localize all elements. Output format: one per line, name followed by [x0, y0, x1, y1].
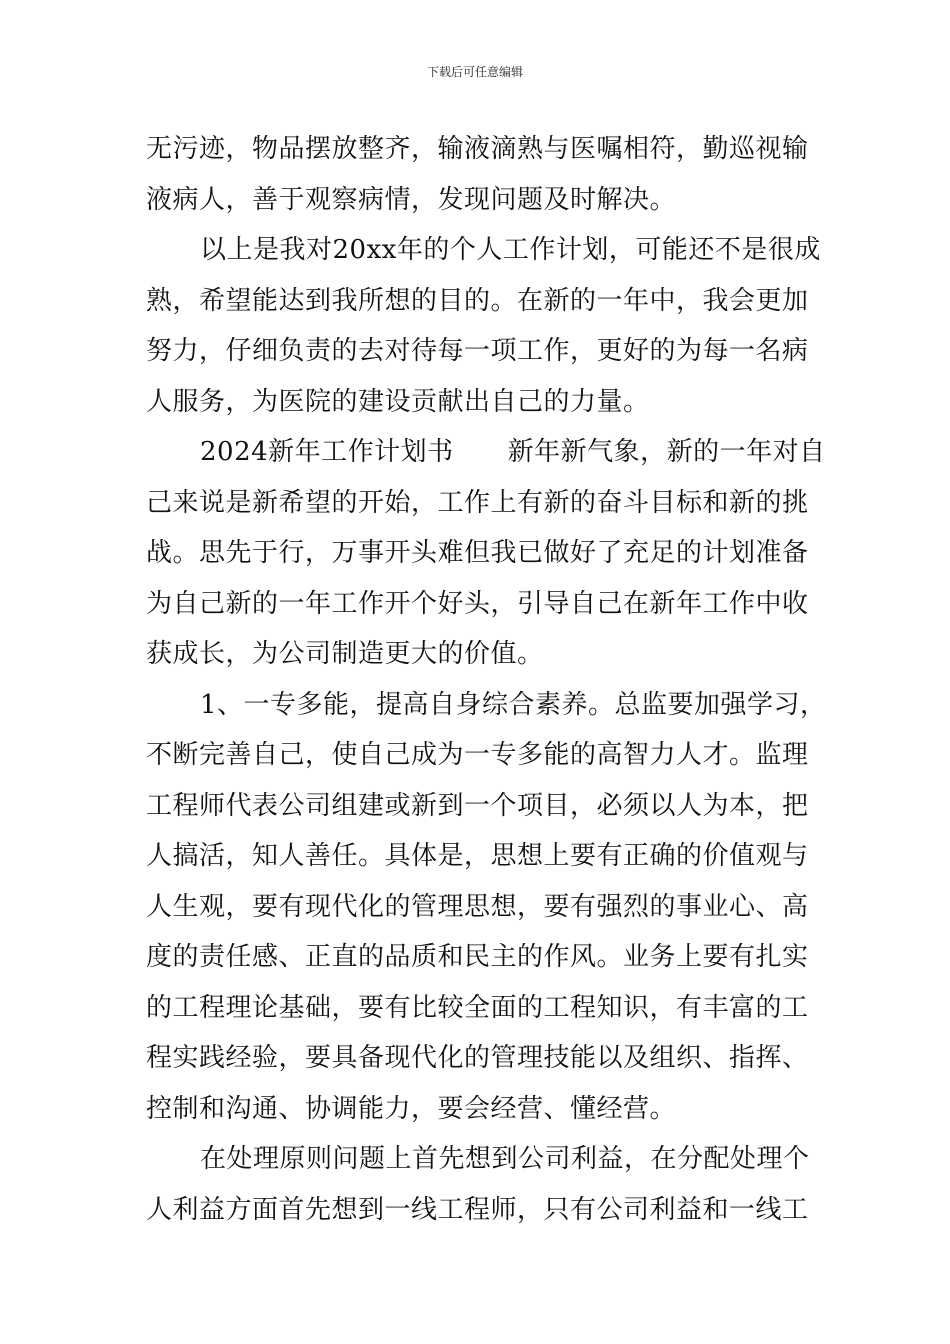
text-line: 工程师代表公司组建或新到一个项目，必须以人为本，把	[146, 790, 809, 821]
text-line: 努力，仔细负责的去对待每一项工作，更好的为每一名病	[146, 336, 809, 366]
text-line: 度的责任感、正直的品质和民主的作风。业务上要有扎实	[146, 942, 809, 972]
text-line: 控制和沟通、协调能力，要会经营、懂经营。	[146, 1093, 677, 1124]
text-line: 在处理原则问题上首先想到公司利益，在分配处理个	[200, 1144, 810, 1174]
text-line: 人搞活，知人善任。具体是，思想上要有正确的价值观与	[146, 841, 809, 871]
text-line: 获成长，为公司制造更大的价值。	[146, 639, 544, 669]
section-title: 2024新年工作计划书	[200, 437, 454, 467]
text-line: 己来说是新希望的开始，工作上有新的奋斗目标和新的挑	[146, 487, 809, 518]
paragraph-1	[146, 124, 810, 225]
text-line: 人利益方面首先想到一线工程师，只有公司利益和一线工	[146, 1194, 809, 1225]
text-line: 为自己新的一年工作开个好头，引导自己在新年工作中收	[146, 588, 809, 619]
paragraph-3	[146, 427, 826, 680]
document-body	[146, 124, 827, 1235]
text-line: 以上是我对20xx年的个人工作计划，可能还不是很成	[200, 235, 821, 265]
paragraph-4	[146, 680, 827, 1135]
text-fragment: 新年新气象，新的一年对自	[507, 437, 826, 467]
paragraph-5	[146, 1134, 810, 1235]
text-line: 人生观，要有现代化的管理思想，要有强烈的事业心、高	[146, 891, 809, 922]
text-line: 1、一专多能，提高自身综合素养。总监要加强学习，	[200, 689, 827, 720]
text-line: 的工程理论基础，要有比较全面的工程知识，有丰富的工	[146, 992, 809, 1023]
page-header: 下载后可任意编辑	[426, 65, 523, 79]
text-line: 熟，希望能达到我所想的目的。在新的一年中，我会更加	[146, 285, 809, 316]
text-line: 不断完善自己，使自己成为一专多能的高智力人才。监理	[146, 740, 809, 770]
text-line: 战。思先于行，万事开头难但我已做好了充足的计划准备	[146, 538, 809, 568]
text-line	[146, 427, 826, 478]
paragraph-2	[146, 225, 821, 427]
text-line: 液病人，善于观察病情，发现问题及时解决。	[146, 184, 677, 215]
text-line: 程实践经验，要具备现代化的管理技能以及组织、指挥、	[146, 1043, 809, 1073]
text-line: 无污迹，物品摆放整齐，输液滴熟与医嘱相符，勤巡视输	[146, 134, 809, 164]
text-line: 人服务，为医院的建设贡献出自己的力量。	[146, 386, 650, 417]
